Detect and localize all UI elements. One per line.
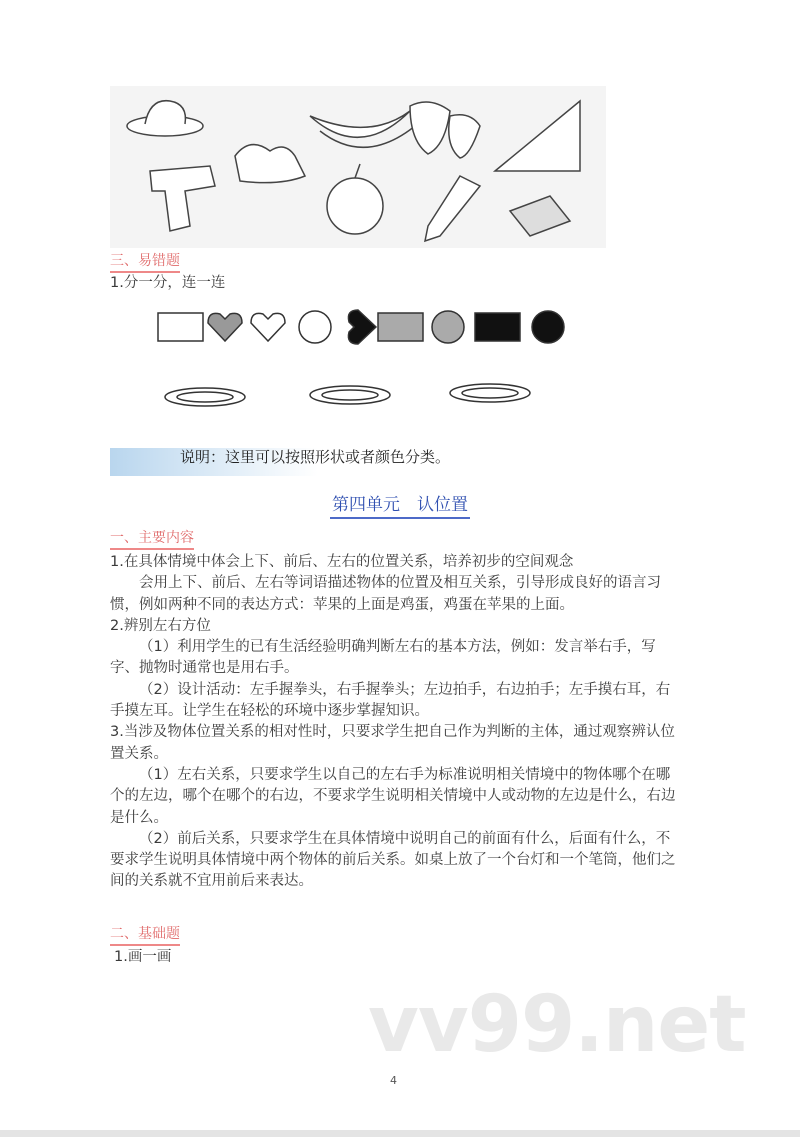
paragraph: （1）利用学生的已有生活经验明确判断左右的基本方法，例如：发言举右手，写字、抛物时通常也是用右手。 xyxy=(110,639,656,677)
section-heading-basic: 二、基础题 xyxy=(110,926,180,946)
section-heading-main: 一、主要内容 xyxy=(110,530,194,550)
heart-gray-icon xyxy=(208,313,242,341)
circle-gray-icon xyxy=(432,311,464,343)
question-draw: 1.画一画 xyxy=(114,949,172,965)
plate-icons xyxy=(165,384,530,406)
paragraph: 2.辨别左右方位 xyxy=(110,617,211,634)
rectangle-black-icon xyxy=(475,313,520,341)
watermark: vv99.net xyxy=(368,980,746,1070)
shapes-illustration xyxy=(150,305,580,420)
paragraph: 3.当涉及物体位置关系的相对性时，只要求学生把自己作为判断的主体，通过观察辨认位置关系。 xyxy=(110,724,675,762)
heart-white-icon xyxy=(251,313,285,341)
rectangle-white-icon xyxy=(158,313,203,341)
paragraph: 1.在具体情境中体会上下、前后、左右的位置关系，培养初步的空间观念 xyxy=(110,554,574,570)
classify-note: 说明：这里可以按照形状或者颜色分类。 xyxy=(180,448,451,466)
circle-black-icon xyxy=(532,311,564,343)
unit-title xyxy=(0,490,800,515)
paragraph: （2）前后关系，只要求学生在具体情境中说明自己的前面有什么，后面有什么，不要求学生说明具体情境中两个物体的前后关系。如桌上放了一个台灯和一个笔筒，他们之间的关系就不宜用前后来表达。 xyxy=(110,830,676,890)
page-number: 4 xyxy=(390,1074,397,1087)
objects-illustration xyxy=(110,86,606,248)
section-heading-errors: 三、易错题 xyxy=(110,253,180,273)
paragraph: （1）左右关系，只要求学生以自己的左右手为标准说明相关情境中的物体哪个在哪个的左边，哪个在哪个的右边，不要求学生说明相关情境中人或动物的左边是什么，右边是什么。 xyxy=(110,766,676,826)
rectangle-gray-icon xyxy=(378,313,423,341)
main-content xyxy=(110,552,680,893)
heart-black-icon xyxy=(348,310,376,344)
paragraph: 会用上下、前后、左右等词语描述物体的位置及相互关系，引导形成良好的语言习惯，例如两种不同的表达方式：苹果的上面是鸡蛋，鸡蛋在苹果的上面。 xyxy=(110,575,661,613)
circle-white-icon xyxy=(299,311,331,343)
page-bottom-edge xyxy=(0,1130,800,1137)
unit-title-text: 第四单元 认位置 xyxy=(330,495,470,519)
paragraph: （2）设计活动：左手握拳头，右手握拳头；左边拍手，右边拍手；左手摸右耳，右手摸左耳。让学生在轻松的环境中逐步掌握知识。 xyxy=(110,681,671,720)
question-classify: 1.分一分，连一连 xyxy=(110,275,226,291)
